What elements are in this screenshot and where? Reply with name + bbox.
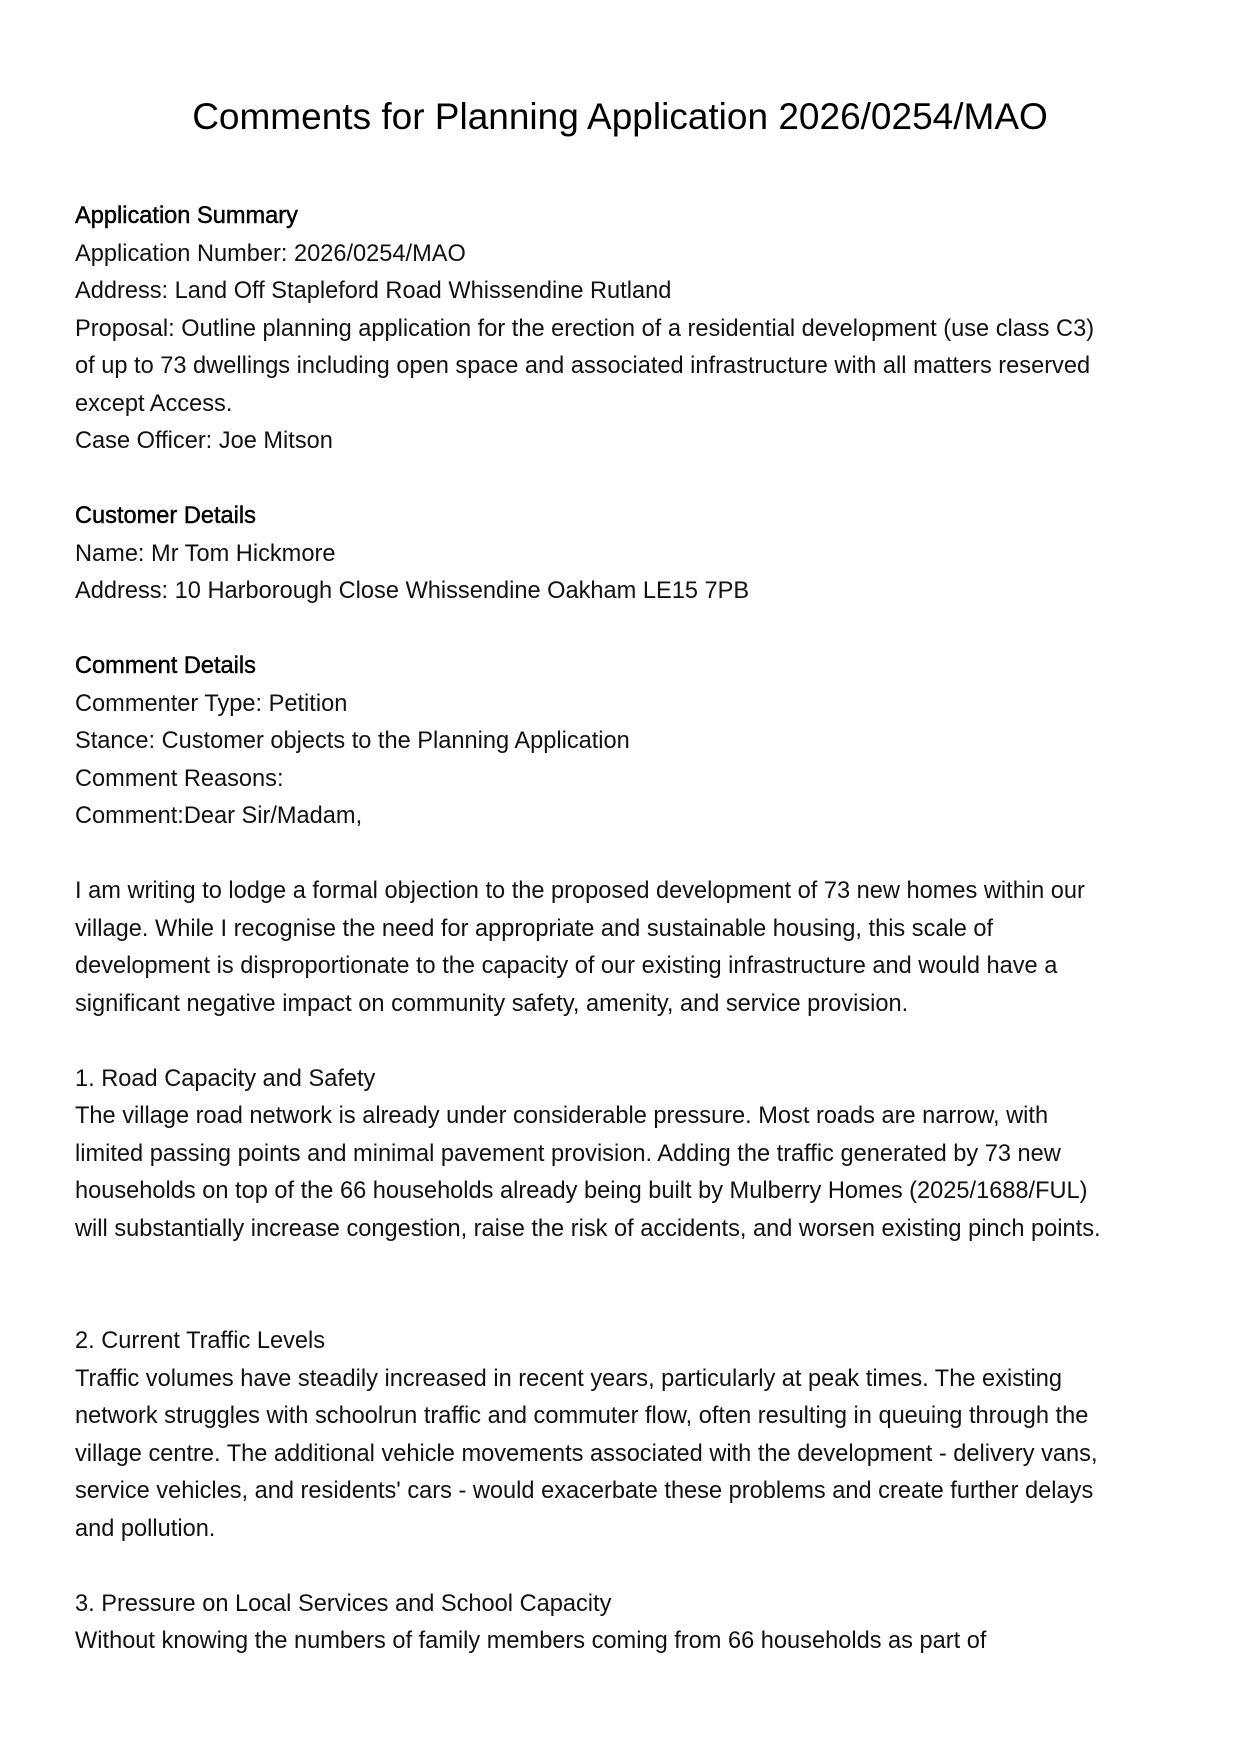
point-title: 1. Road Capacity and Safety [75, 1065, 376, 1092]
comment-line: The village road network is already under considerable pressure. Most roads are narrow, with [75, 1103, 1049, 1129]
spacer [75, 836, 1185, 874]
comment-line: I am writing to lodge a formal objection to the proposed development of 73 new homes within our [75, 878, 1085, 904]
comment-details-section [75, 648, 1185, 836]
comment-point-1 [75, 1061, 1185, 1249]
comment-intro [75, 873, 1185, 1023]
comment-line: network struggles with schoolrun traffic and commuter flow, often resulting in queuing through the [75, 1403, 1089, 1429]
page-title: Comments for Planning Application 2026/0254/MAO [192, 96, 1048, 137]
comment-line: village. While I recognise the need for appropriate and sustainable housing, this scale of [75, 915, 994, 942]
document-body [75, 198, 1185, 1661]
customer-details-heading: Customer Details [75, 503, 256, 529]
comment-line: Traffic volumes have steadily increased in recent years, particularly at peak times. The existing [75, 1365, 1063, 1392]
comment-point-3 [75, 1586, 1185, 1661]
spacer [75, 1248, 1185, 1323]
comment-line: Without knowing the numbers of family members coming from 66 households as part of [75, 1628, 987, 1654]
spacer [75, 1548, 1185, 1586]
comment-point-2 [75, 1323, 1185, 1548]
comment-line: development is disproportionate to the capacity of our existing infrastructure and would have a [75, 953, 1058, 979]
comment-line: significant negative impact on community safety, amenity, and service provision. [75, 990, 909, 1017]
comment-details-heading: Comment Details [75, 653, 256, 679]
commenter-type: Commenter Type: Petition [75, 690, 348, 717]
spacer [75, 1023, 1185, 1061]
case-officer: Case Officer: Joe Mitson [75, 428, 333, 454]
proposal-line: of up to 73 dwellings including open space and associated infrastructure with all matters reserved [75, 353, 1091, 379]
comment-line: village centre. The additional vehicle movements associated with the development - delivery vans, [75, 1440, 1098, 1467]
comment-opening: Comment:Dear Sir/Madam, [75, 803, 363, 829]
application-address: Address: Land Off Stapleford Road Whissendine Rutland [75, 278, 672, 304]
stance: Stance: Customer objects to the Planning Application [75, 728, 630, 754]
spacer [75, 461, 1185, 499]
application-summary-section [75, 198, 1185, 461]
customer-details-section [75, 498, 1185, 611]
comment-line: service vehicles, and residents' cars - would exacerbate these problems and create further delays [75, 1478, 1094, 1504]
comment-line: and pollution. [75, 1515, 216, 1542]
proposal-line: Proposal: Outline planning application for the erection of a residential development (use class C3) [75, 315, 1095, 342]
application-summary-heading: Application Summary [75, 203, 298, 229]
comment-line: households on top of the 66 households already being built by Mulberry Homes (2025/1688/FUL) [75, 1178, 1088, 1204]
point-title: 3. Pressure on Local Services and School Capacity [75, 1590, 612, 1617]
proposal-line: except Access. [75, 390, 233, 417]
comment-line: will substantially increase congestion, raise the risk of accidents, and worsen existing pinch points. [75, 1215, 1101, 1242]
spacer [75, 611, 1185, 649]
application-number: Application Number: 2026/0254/MAO [75, 240, 466, 267]
customer-name: Name: Mr Tom Hickmore [75, 540, 336, 567]
customer-address: Address: 10 Harborough Close Whissendine Oakham LE15 7PB [75, 578, 750, 604]
comment-line: limited passing points and minimal pavement provision. Adding the traffic generated by 73 new [75, 1140, 1061, 1167]
comment-reasons: Comment Reasons: [75, 765, 284, 792]
point-title: 2. Current Traffic Levels [75, 1328, 326, 1354]
